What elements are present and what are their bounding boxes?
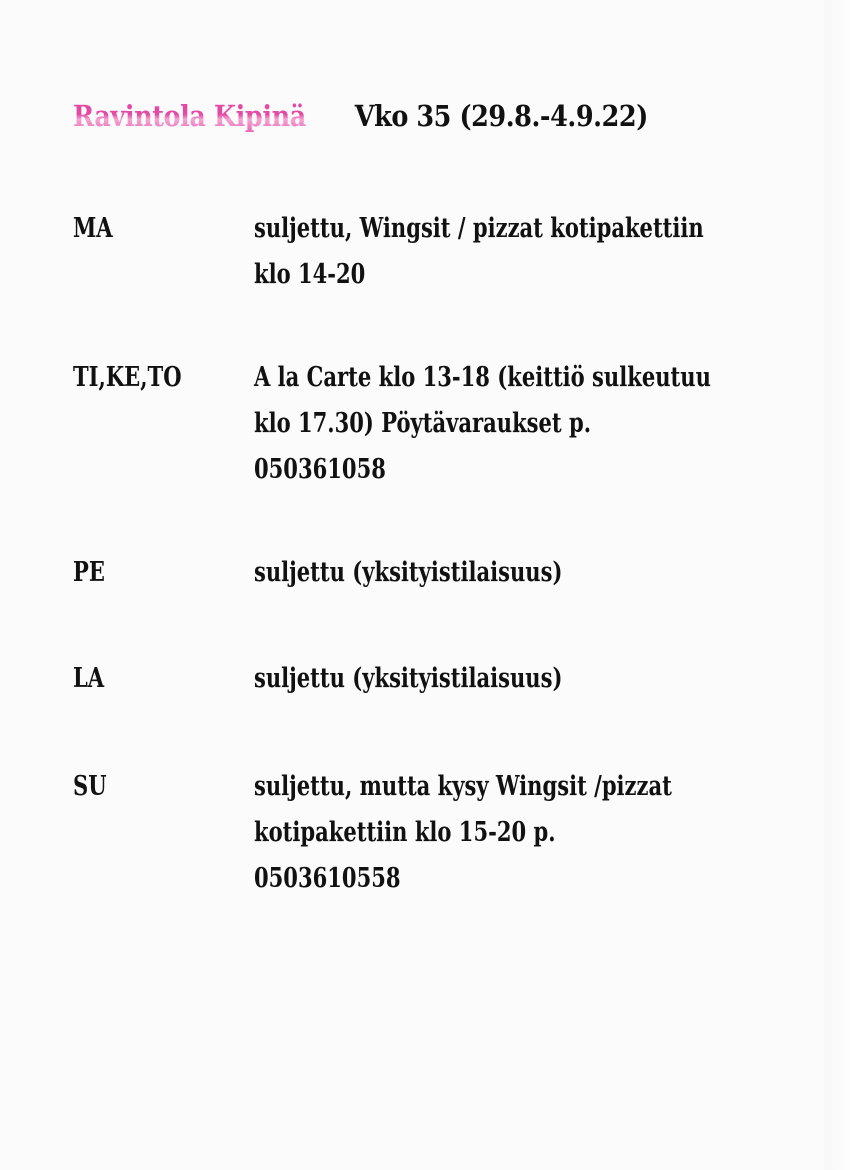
description-line: A la Carte klo 13-18 (keittiö sulkeutuu: [254, 362, 711, 393]
description-line: kotipakettiin klo 15-20 p.: [254, 817, 556, 848]
week-label: Vko 35 (29.8.-4.9.22): [354, 99, 648, 133]
description-line: 050361058: [254, 454, 386, 485]
description-line: suljettu, mutta kysy Wingsit /pizzat: [254, 771, 672, 802]
description-line: suljettu (yksityistilaisuus): [254, 663, 563, 694]
day-label: LA: [73, 663, 105, 694]
paper-edge: [824, 0, 850, 1170]
sheet-header: [73, 96, 707, 140]
description-line: suljettu, Wingsit / pizzat kotipakettiin: [254, 213, 704, 244]
description-line: suljettu (yksityistilaisuus): [254, 557, 563, 588]
restaurant-name: Ravintola Kipinä: [73, 99, 306, 133]
day-label: SU: [73, 771, 107, 802]
day-description: [254, 550, 738, 596]
description-line: klo 17.30) Pöytävaraukset p.: [254, 408, 592, 439]
description-line: klo 14-20: [254, 259, 366, 290]
day-description: [254, 206, 738, 298]
day-label: TI,KE,TO: [73, 362, 182, 393]
day-description: [254, 355, 738, 493]
day-label: MA: [73, 213, 113, 244]
day-label: PE: [73, 557, 105, 588]
day-description: [254, 656, 738, 702]
day-description: [254, 764, 738, 902]
description-line: 0503610558: [254, 863, 401, 894]
